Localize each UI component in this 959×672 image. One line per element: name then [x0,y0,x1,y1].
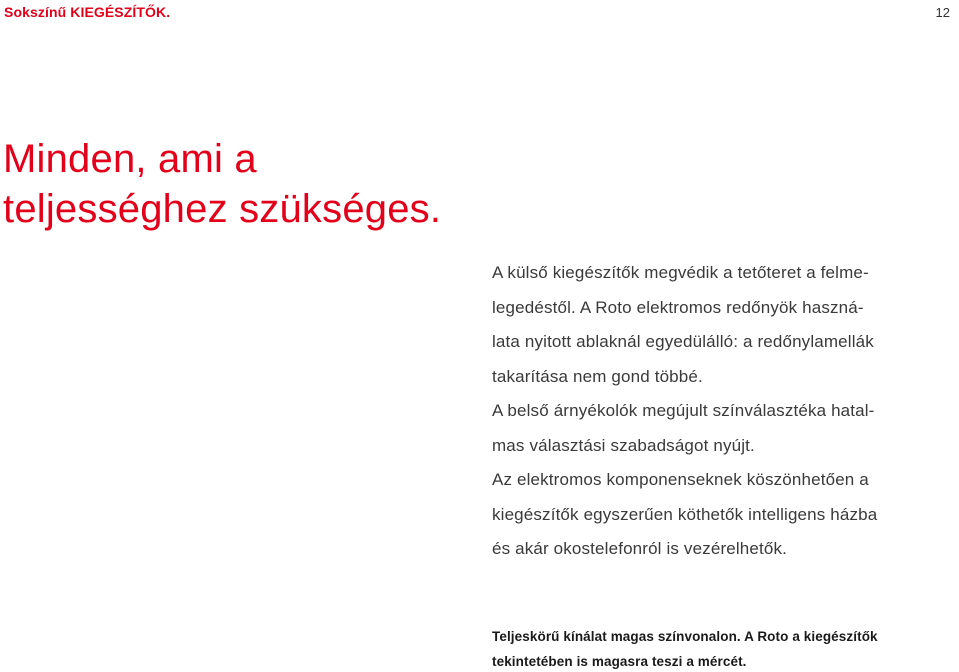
tagline-line-2: tekintetében is magasra teszi a mércét. [492,654,747,669]
body-line: kiegészítők egyszerűen köthetők intelligens házba [492,504,878,524]
body-line: legedéstől. A Roto elektromos redőnyök haszná- [492,297,864,317]
body-line: A külső kiegészítők megvédik a tetőteret a felme- [492,263,869,282]
body-line: mas választási szabadságot nyújt. [492,435,755,455]
body-line: takarítása nem gond többé. [492,366,703,386]
body-line: és akár okostelefonról is vezérelhetők. [492,539,787,558]
headline-line-1: Minden, ami a [3,137,257,181]
body-paragraphs [492,256,957,567]
body-line: A belső árnyékolók megújult színválasztéka hatal- [492,401,875,420]
page-number: 12 [935,5,950,20]
running-head: Sokszínű KIEGÉSZÍTŐK. [4,4,171,20]
body-line: lata nyitott ablaknál egyedülálló: a redőnylamellák [492,332,874,351]
headline-line-2: teljességhez szükséges. [3,187,442,231]
tagline [492,624,957,672]
body-line: Az elektromos komponenseknek köszönhetően a [492,470,869,489]
tagline-line-1: Teljeskörű kínálat magas színvonalon. A Roto a kiegészítők [492,629,878,644]
page-headline [3,134,703,234]
